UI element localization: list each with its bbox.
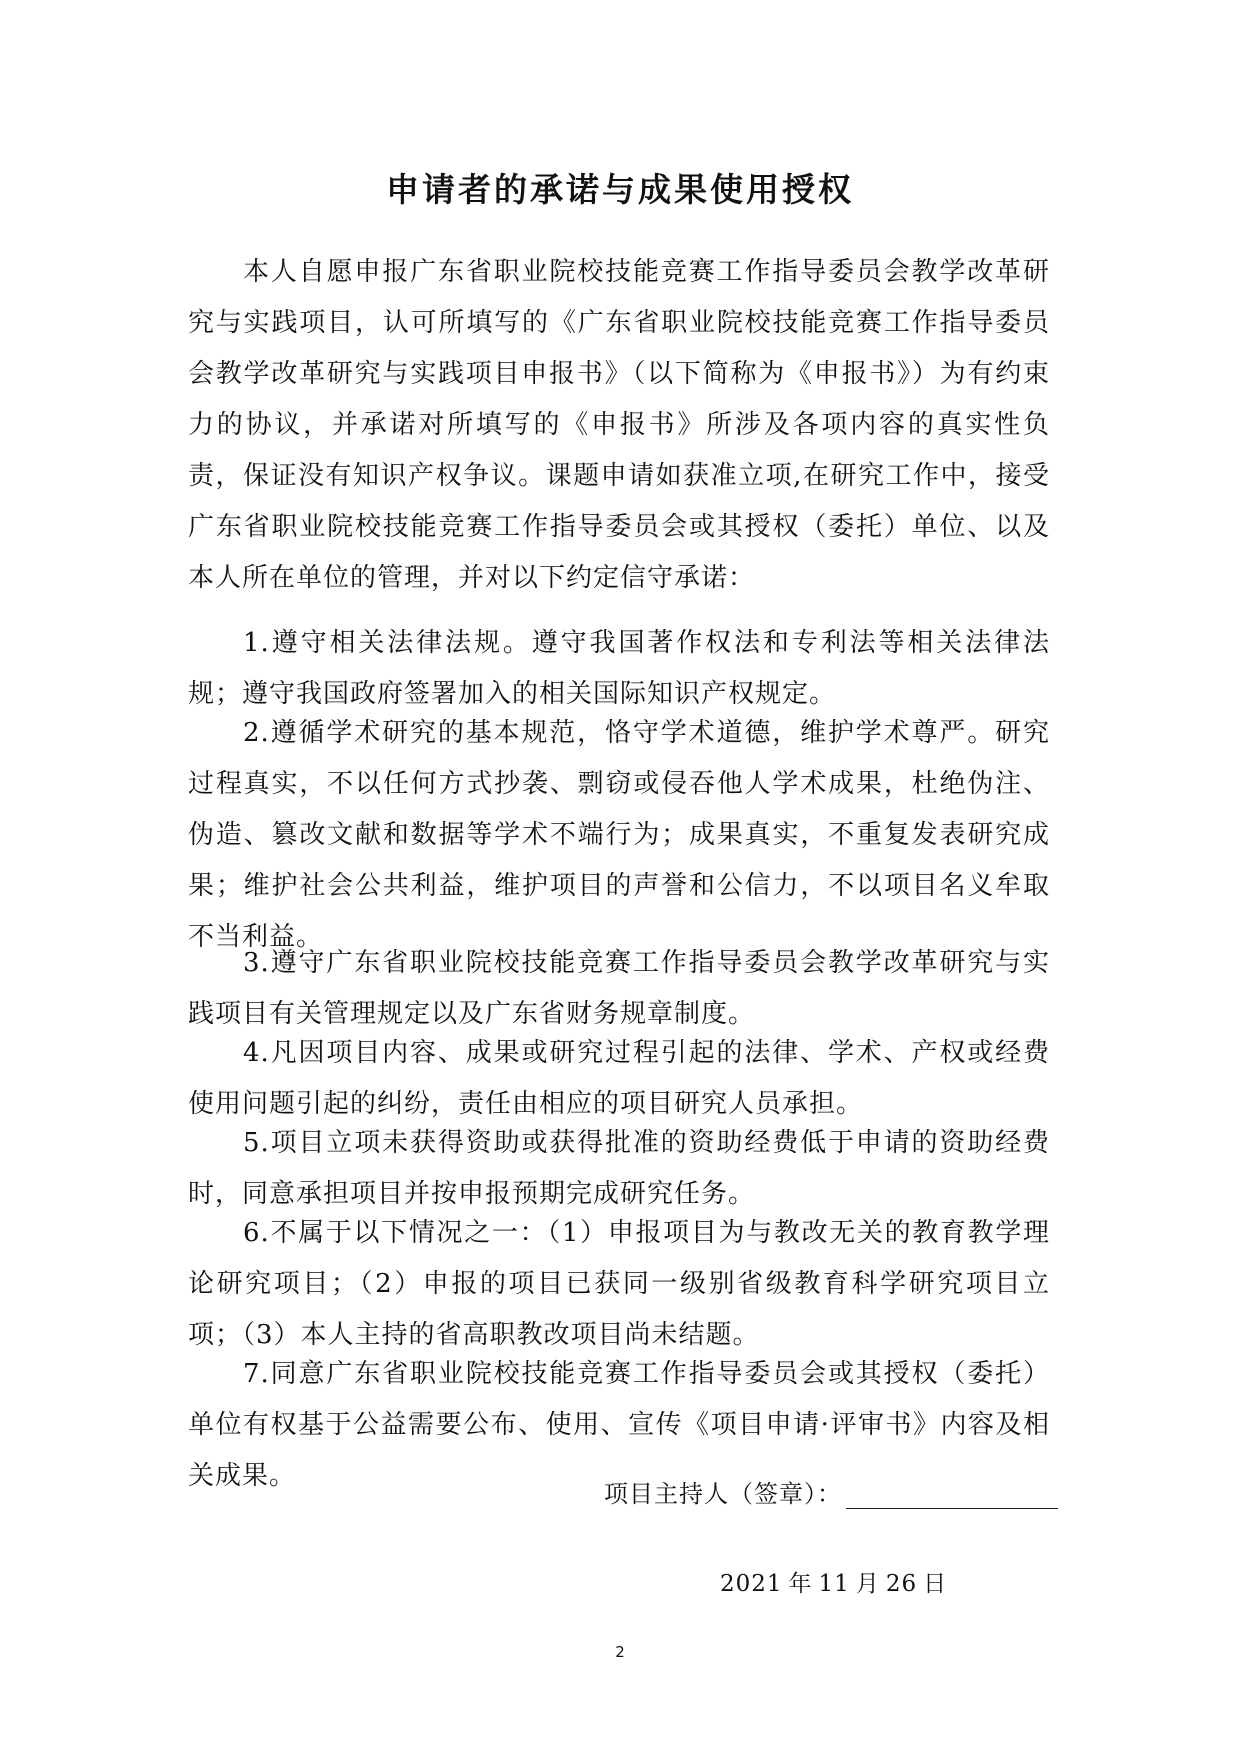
commitment-item-1: 1.遵守相关法律法规。遵守我国著作权法和专利法等相关法律法规；遵守我国政府签署加入的相关国际知识产权规定。 [188, 628, 1050, 709]
date-month: 11 [818, 1571, 850, 1597]
date-day: 26 [885, 1571, 918, 1597]
date-year: 2021 [720, 1571, 783, 1597]
commitment-item-5: 5.项目立项未获得资助或获得批准的资助经费低于申请的资助经费时，同意承担项目并按申报预期完成研究任务。 [188, 1128, 1050, 1209]
page-number: 2 [615, 1643, 625, 1661]
signature-block [604, 1474, 1058, 1509]
commitment-item-6: 6.不属于以下情况之一：（1）申报项目为与教改无关的教育教学理论研究项目；（2）申报的项目已获同一级别省级教育科学研究项目立项；（3）本人主持的省高职教改项目尚未结题。 [188, 1218, 1050, 1350]
signature-label: 项目主持人（签章）： [604, 1480, 842, 1508]
commitment-item-2: 2.遵循学术研究的基本规范，恪守学术道德，维护学术尊严。研究过程真实，不以任何方式抄袭、剽窃或侵吞他人学术成果，杜绝伪注、伪造、篡改文献和数据等学术不端行为；成果真实，不重复发表研究成果；维护社会公共利益，维护项目的声誉和公信力，不以项目名义牟取不当利益。 [188, 718, 1050, 952]
date-month-unit: 月 [855, 1571, 880, 1597]
commitment-item-3: 3.遵守广东省职业院校技能竞赛工作指导委员会教学改革研究与实践项目有关管理规定以及广东省财务规章制度。 [188, 948, 1050, 1029]
signature-date [720, 1565, 953, 1598]
document-title: 申请者的承诺与成果使用授权 [386, 170, 854, 209]
intro-paragraph: 本人自愿申报广东省职业院校技能竞赛工作指导委员会教学改革研究与实践项目，认可所填写的《广东省职业院校技能竞赛工作指导委员会教学改革研究与实践项目申报书》（以下简称为《申报书》）为有约束力的协议，并承诺对所填写的《申报书》所涉及各项内容的真实性负责，保证没有知识产权争议。课题申请如获准立项,在研究工作中，接受广东省职业院校技能竞赛工作指导委员会或其授权（委托）单位、以及本人所在单位的管理，并对以下约定信守承诺： [188, 257, 1050, 593]
date-year-unit: 年 [788, 1571, 813, 1597]
date-day-unit: 日 [923, 1571, 948, 1597]
commitment-item-7: 7.同意广东省职业院校技能竞赛工作指导委员会或其授权（委托）单位有权基于公益需要公布、使用、宣传《项目申请·评审书》内容及相关成果。 [188, 1359, 1050, 1491]
signature-line[interactable] [846, 1482, 1058, 1509]
commitment-item-4: 4.凡因项目内容、成果或研究过程引起的法律、学术、产权或经费使用问题引起的纠纷，责任由相应的项目研究人员承担。 [188, 1038, 1050, 1119]
